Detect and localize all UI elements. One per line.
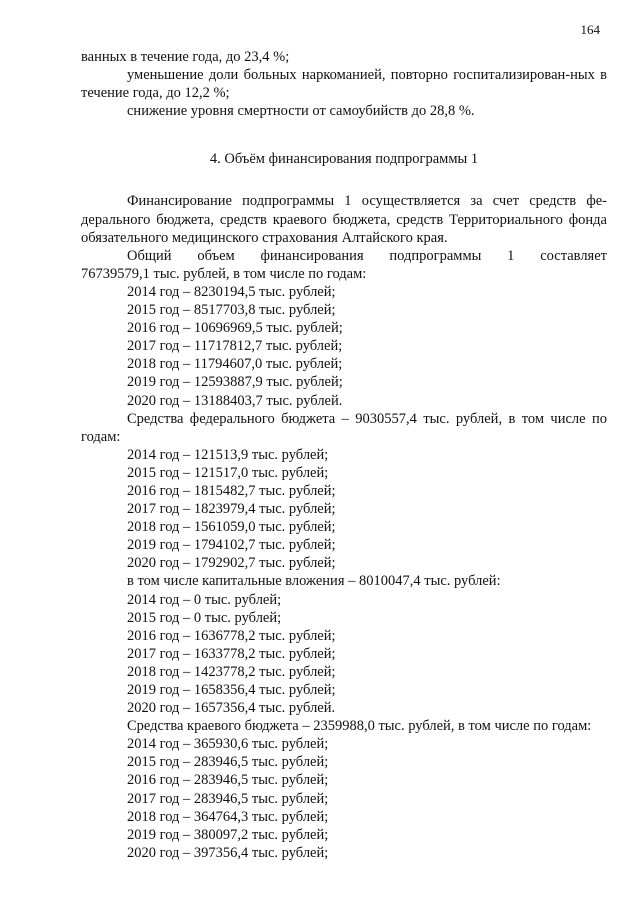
list-item: 2014 год – 8230194,5 тыс. рублей;	[127, 283, 336, 300]
federal-years-list	[81, 446, 607, 573]
list-item: 2019 год – 1794102,7 тыс. рублей;	[127, 537, 336, 554]
list-item: 2019 год – 12593887,9 тыс. рублей;	[127, 374, 343, 391]
list-item: 2014 год – 0 тыс. рублей;	[127, 591, 282, 608]
capital-years-list	[81, 591, 607, 718]
intro-line-2: уменьшение доли больных наркоманией, повторно госпитализирован-ных в течение года, до 12,2 %;	[81, 67, 607, 102]
regional-years-list	[81, 735, 607, 862]
list-item: 2018 год – 11794607,0 тыс. рублей;	[127, 356, 343, 373]
list-item: 2014 год – 365930,6 тыс. рублей;	[127, 736, 329, 753]
list-item: 2016 год – 283946,5 тыс. рублей;	[127, 772, 329, 789]
list-item: 2017 год – 283946,5 тыс. рублей;	[127, 790, 329, 807]
list-item: 2015 год – 121517,0 тыс. рублей;	[127, 464, 329, 481]
intro-line-1: ванных в течение года, до 23,4 %;	[81, 49, 290, 65]
financing-paragraph: Финансирование подпрограммы 1 осуществляется за счет средств фе-дерального бюджета, средств краевого бюджета, средств Территориального фонда обязательного медицинского страхования Алтайского края.	[81, 193, 607, 246]
federal-intro: Средства федерального бюджета – 9030557,4 тыс. рублей, в том числе по годам:	[81, 410, 607, 445]
list-item: 2015 год – 283946,5 тыс. рублей;	[127, 754, 329, 771]
list-item: 2018 год – 1423778,2 тыс. рублей;	[127, 663, 336, 680]
list-item: 2020 год – 1657356,4 тыс. рублей.	[127, 700, 336, 717]
capital-intro: в том числе капитальные вложения – 8010047,4 тыс. рублей:	[127, 573, 501, 590]
list-item: 2019 год – 1658356,4 тыс. рублей;	[127, 682, 336, 698]
list-item: 2018 год – 1561059,0 тыс. рублей;	[127, 519, 336, 536]
total-line-1: Общий объем финансирования подпрограммы 1 составляет	[127, 247, 607, 264]
list-item: 2020 год – 13188403,7 тыс. рублей.	[127, 392, 343, 409]
list-item: 2017 год – 11717812,7 тыс. рублей;	[127, 338, 343, 355]
list-item: 2020 год – 397356,4 тыс. рублей;	[127, 844, 329, 861]
list-item: 2017 год – 1823979,4 тыс. рублей;	[127, 501, 336, 518]
list-item: 2018 год – 364764,3 тыс. рублей;	[127, 808, 329, 825]
page-number: 164	[580, 22, 600, 37]
list-item: 2016 год – 1815482,7 тыс. рублей;	[127, 482, 336, 499]
list-item: 2015 год – 0 тыс. рублей;	[127, 609, 282, 626]
list-item: 2019 год – 380097,2 тыс. рублей;	[127, 826, 329, 843]
list-item: 2017 год – 1633778,2 тыс. рублей;	[127, 645, 336, 662]
list-item: 2016 год – 1636778,2 тыс. рублей;	[127, 627, 336, 644]
section-heading: 4. Объём финансирования подпрограммы 1	[209, 151, 479, 168]
list-item: 2020 год – 1792902,7 тыс. рублей;	[127, 555, 336, 572]
list-item: 2014 год – 121513,9 тыс. рублей;	[127, 446, 329, 463]
document-body	[81, 48, 607, 862]
list-item: 2016 год – 10696969,5 тыс. рублей;	[127, 320, 343, 337]
intro-line-3: снижение уровня смертности от самоубийств до 28,8 %.	[127, 103, 475, 120]
list-item: 2015 год – 8517703,8 тыс. рублей;	[127, 302, 336, 319]
total-years-list	[81, 283, 607, 410]
total-line-2: 76739579,1 тыс. рублей, в том числе по годам:	[81, 265, 367, 282]
regional-intro: Средства краевого бюджета – 2359988,0 тыс. рублей, в том числе по годам:	[127, 718, 592, 735]
